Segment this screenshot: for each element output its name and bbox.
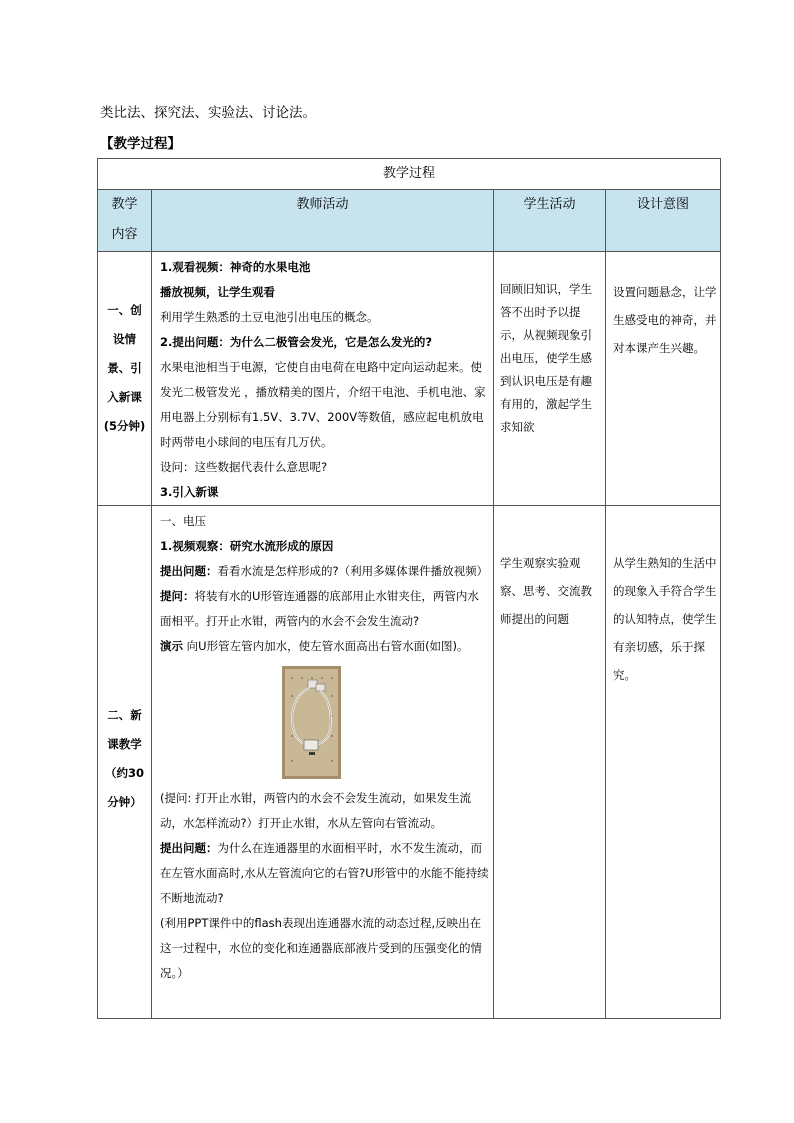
teacher-text bbox=[160, 584, 489, 634]
teacher-label: 提出问题： bbox=[160, 564, 218, 578]
stage-label: 一、创设情景、引入新课(5分钟) bbox=[103, 303, 146, 433]
teacher-text: 一、电压 bbox=[160, 514, 206, 528]
intro-methods: 类比法、探究法、实验法、讨论法。 bbox=[100, 105, 316, 121]
stage-cell bbox=[98, 252, 152, 506]
section-title: 【教学过程】 bbox=[100, 136, 181, 152]
teacher-cell bbox=[152, 506, 494, 1019]
table-title-row bbox=[98, 159, 721, 190]
lesson-table bbox=[97, 158, 721, 1019]
table-caption: 教学过程 bbox=[98, 159, 721, 190]
teacher-text bbox=[160, 634, 489, 659]
header-content bbox=[98, 190, 152, 252]
teacher-label: 提问： bbox=[160, 589, 195, 603]
teacher-label-text: 向U形管左管内加水，使左管水面高出右管水面(如图)。 bbox=[183, 639, 469, 653]
header-content-label: 教学内容 bbox=[111, 197, 138, 242]
student-cell: 回顾旧知识，学生答不出时予以提示，从视频现象引出电压，使学生感到认识电压是有趣有用的，激起学生求知欲 bbox=[494, 252, 606, 506]
teacher-text bbox=[160, 836, 489, 911]
header-intent: 设计意图 bbox=[606, 190, 721, 252]
teacher-step: 2.提出问题：为什么二极管会发光，它是怎么发光的? bbox=[160, 335, 433, 349]
u-tube-apparatus-image bbox=[282, 666, 341, 779]
header-teacher: 教师活动 bbox=[152, 190, 494, 252]
teacher-step: 播放视频，让学生观看 bbox=[160, 285, 275, 299]
table-row bbox=[98, 506, 721, 1019]
teacher-text: 利用学生熟悉的土豆电池引出电压的概念。 bbox=[160, 310, 379, 324]
u-tube-photo bbox=[160, 666, 489, 779]
intent-cell: 设置问题悬念，让学生感受电的神奇，并对本课产生兴趣。 bbox=[606, 252, 721, 506]
teacher-cell bbox=[152, 252, 494, 506]
teacher-label: 提出问题： bbox=[160, 841, 218, 855]
table-header-row bbox=[98, 190, 721, 252]
teacher-label-text: 为什么在连通器里的水面相平时，水不发生流动，而在左管水面高时,水从左管流向它的右管?U形管中的水能不能持续不断地流动? bbox=[160, 841, 489, 905]
teacher-text bbox=[160, 559, 489, 584]
teacher-text: (提问: 打开止水钳，两管内的水会不会发生流动，如果发生流动，水怎样流动?）打开止水钳，水从左管向右管流动。 bbox=[160, 791, 472, 830]
intent-cell: 从学生熟知的生活中的现象入手符合学生的认知特点，使学生有亲切感，乐于探究。 bbox=[606, 506, 721, 1019]
table-row bbox=[98, 252, 721, 506]
teacher-step: 1.视频观察：研究水流形成的原因 bbox=[160, 539, 334, 553]
teacher-step: 3.引入新课 bbox=[160, 485, 219, 499]
teacher-label-text: 将装有水的U形管连通器的底部用止水钳夹住，两管内水面相平。打开止水钳，两管内的水会不会发生流动? bbox=[160, 589, 479, 628]
teacher-text: 设问：这些数据代表什么意思呢? bbox=[160, 460, 328, 474]
teacher-text: 水果电池相当于电源，它使自由电荷在电路中定向运动起来。使发光二极管发光 ，播放精美的图片，介绍干电池、手机电池、家用电器上分别标有1.5V、3.7V、200V等数值，感应起电机放电时两带电小球间的电压有几万伏。 bbox=[160, 360, 486, 449]
stage-cell bbox=[98, 506, 152, 1019]
stage-label: 二、新课教学（约30分钟） bbox=[104, 708, 144, 809]
teacher-label-text: 看看水流是怎样形成的?（利用多媒体课件播放视频） bbox=[217, 564, 489, 578]
teacher-step: 1.观看视频：神奇的水果电池 bbox=[160, 260, 311, 274]
header-student: 学生活动 bbox=[494, 190, 606, 252]
teacher-label: 演示 bbox=[160, 639, 183, 653]
teacher-text: (利用PPT课件中的flash表现出连通器水流的动态过程,反映出在这一过程中，水位的变化和连通器底部液片受到的压强变化的情况。） bbox=[160, 916, 482, 980]
student-cell: 学生观察实验观察、思考、交流教师提出的问题 bbox=[494, 506, 606, 1019]
